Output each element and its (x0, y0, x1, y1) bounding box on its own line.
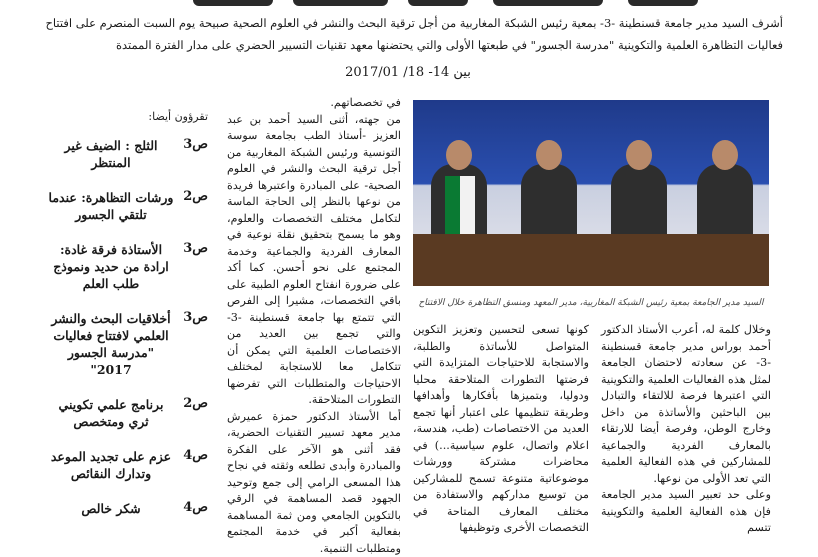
sidebar-item[interactable] (48, 137, 208, 171)
sidebar-heading: تقرؤون أيضا: (48, 110, 208, 123)
item-title: برنامج علمي تكويني ثري ومتخصص (48, 396, 174, 430)
sidebar-item[interactable] (48, 189, 208, 223)
photo-caption: السيد مدير الجامعة بمعية رئيس الشبكة المغاربية، مدير المعهد ومنسق التظاهرة خلال الافتتاح (413, 298, 769, 308)
item-title: عزم على تجديد الموعد وتدارك النقائص (48, 448, 174, 482)
article-column-middle (413, 322, 589, 537)
sidebar-item[interactable] (48, 241, 208, 292)
paragraph: في تخصصاتهم. (227, 95, 401, 112)
intro-dateline: بين 14- 18/ 2017/01 (33, 62, 783, 84)
intro-paragraph: أشرف السيد مدير جامعة قسنطينة -3- بمعية رئيس الشبكة المغاربية من أجل ترقية البحث والنشر في العلوم الصحية صبيحة يوم السبت المنصرم على افتتاح فعاليات التظاهرة العلمية والتكوينية "مدرسة الجسور" في طبعتها الأولى والتي يحتضنها معهد تقنيات التسيير الحضري على مدار الفترة الممتدة (33, 12, 783, 56)
article-column-left (227, 95, 401, 557)
page-number: ص4 (174, 448, 208, 463)
paragraph: من جهته، أثنى السيد أحمد بن عبد العزيز -أستاذ الطب بجامعة سوسة التونسية ورئيس الشبكة المغاربية من أجل ترقية البحث والنشر في العلوم الصحية- على المبادرة واعتبرها فريدة من نوعها بالنظر إلى الحاجة الماسة لتكامل مختلف التخصصات والعلوم، وهو ما يسمح بتحقيق نقلة نوعية في المعارف الفردية والجماعية وخدمة المجتمع على نحو أحسن. كما أكد على ضرورة انفتاح العلوم الطبية على باقي التخصصات، مشيرا إلى الفرص التي تتمتع بها جامعة قسنطينة -3- والتي تجمع بين العديد من الاختصاصات العلمية التي يمكن أن تتكامل معا للاستجابة لمختلف الاحتياجات والمتطلبات التي تفرضها التطورات المتلاحقة. (227, 112, 401, 409)
article-intro (33, 12, 783, 84)
read-also-sidebar (48, 110, 208, 535)
sidebar-item[interactable] (48, 310, 208, 378)
item-title: الأستاذة فرقة غادة: ارادة من حديد ونموذج طلب العلم (48, 241, 174, 292)
paragraph: كونها تسعى لتحسين وتعزيز التكوين المتواصل للأساتذة والطلبة، والاستجابة للاحتياجات المتزايدة التي فرضتها التطورات المتلاحقة محليا ودوليا، وبتميزها بأفكارها وأهدافها وطريقة تنظيمها على اعتبار أنها تجمع العديد من الاختصاصات (طب، هندسة، اعلام واتصال، علوم سياسية...) في محاضرات مشتركة وورشات موضوعاتية متنوعة تسمح للمشاركين من توسيع مداركهم والاستفادة من مختلف المعارف المتاحة في التخصصات الأخرى وتوظيفها (413, 322, 589, 537)
sidebar-item[interactable] (48, 448, 208, 482)
event-photo (413, 100, 769, 286)
algeria-flag-icon (445, 176, 475, 238)
page-number: ص4 (174, 500, 208, 515)
sidebar-item[interactable] (48, 396, 208, 430)
paragraph: وخلال كلمة له، أعرب الأستاذ الدكتور أحمد بوراس مدير جامعة قسنطينة -3- عن سعادته لاحتضان الجامعة لمثل هذه الفعاليات العلمية والتكوينية التي اعتبرها فرصة للالتقاء والتبادل بين الباحثين والأساتذة من داخل وخارج الوطن، وفرصة أيضا للارتقاء بالمعارف الفردية والجماعية للمشاركين في هذه الفعالية العلمية التي تعد الأولى من نوعها. (601, 322, 771, 487)
page-number: ص3 (174, 310, 208, 325)
article-column-right (601, 322, 771, 537)
sidebar-item[interactable] (48, 500, 208, 517)
page-number: ص2 (174, 396, 208, 411)
page-number: ص3 (174, 137, 208, 152)
page-number: ص3 (174, 241, 208, 256)
page-number: ص2 (174, 189, 208, 204)
paragraph: وعلى حد تعبير السيد مدير الجامعة فإن هذه الفعالية العلمية والتكوينية تتسم (601, 487, 771, 537)
cropped-headline-strip (0, 0, 818, 8)
paragraph: أما الأستاذ الدكتور حمزة عميرش مدير معهد تسيير التقنيات الحضرية، فقد أثنى هو الآخر على الفكرة والمبادرة وأبدى تطلعه وثقته في نجاح هذا المسعى الرامي إلى جمع وتوحيد الجهود قصد المساهمة في الرقي بالتكوين الجامعي ومن ثمة المساهمة بفعالية أكبر في خدمة المجتمع ومتطلبات التنمية. (227, 409, 401, 557)
item-title: الثلج : الضيف غير المنتظر (48, 137, 174, 171)
item-title: ورشات التظاهرة: عندما تلتقي الجسور (48, 189, 174, 223)
item-title: شكر خالص (48, 500, 174, 517)
item-title: أخلاقيات البحث والنشر العلمي لافتتاح فعاليات "مدرسة الجسور 2017" (48, 310, 174, 378)
